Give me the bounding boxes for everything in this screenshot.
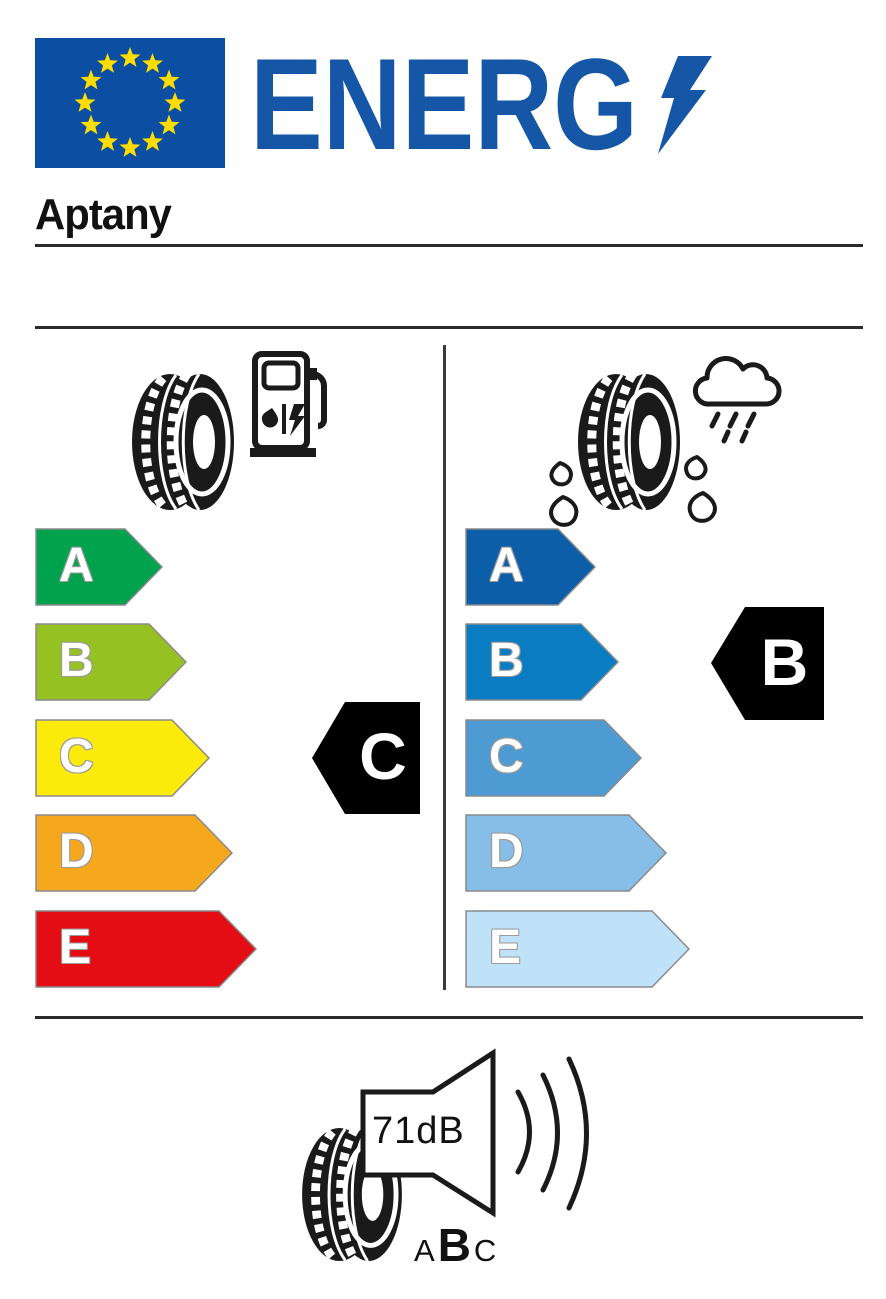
- noise-class-c: C: [473, 1233, 497, 1268]
- rain-cloud-icon: [684, 348, 788, 444]
- wet-grade-c: [465, 719, 642, 797]
- noise-class-a: A: [414, 1233, 435, 1268]
- fuel-grade-b: [35, 623, 187, 701]
- noise-value: 71dB: [372, 1110, 465, 1152]
- column-divider: [443, 345, 446, 990]
- divider-line-middle: [35, 326, 863, 329]
- energ-logo: [250, 52, 720, 157]
- wet-rating-value: B: [760, 624, 809, 699]
- fuel-grade-e-label: E: [59, 921, 92, 975]
- wet-grade-c-label: C: [489, 730, 524, 784]
- wet-grade-e-label: E: [489, 921, 522, 975]
- lightning-bolt-icon: [658, 56, 712, 154]
- brand-name: Aptany: [35, 190, 171, 239]
- wet-grade-d: [465, 814, 667, 892]
- fuel-grade-a-label: A: [59, 539, 94, 593]
- noise-class-b-rated: B: [437, 1219, 471, 1271]
- fuel-grade-e: [35, 910, 257, 988]
- fuel-pump-icon: [248, 350, 330, 462]
- fuel-grade-d: [35, 814, 233, 892]
- fuel-grade-d-label: D: [59, 825, 94, 879]
- noise-class-row: [414, 1218, 496, 1272]
- fuel-grade-b-label: B: [59, 634, 94, 688]
- wet-grade-b-label: B: [489, 634, 524, 688]
- fuel-grade-a: [35, 528, 163, 606]
- wet-grade-b: [465, 623, 619, 701]
- fuel-grade-c: [35, 719, 210, 797]
- energ-logo-text: ENERG: [250, 52, 638, 157]
- wet-grade-a-label: A: [489, 539, 524, 593]
- wet-grade-a: [465, 528, 596, 606]
- eu-flag-icon: [35, 38, 225, 168]
- fuel-rating-value: C: [359, 719, 407, 794]
- wet-grade-d-label: D: [489, 825, 524, 879]
- divider-line-top: [35, 244, 863, 247]
- divider-line-bottom: [35, 1016, 863, 1019]
- fuel-tire-icon: [130, 372, 236, 512]
- wet-grade-e: [465, 910, 690, 988]
- fuel-rating-pointer: [312, 702, 420, 814]
- fuel-grade-c-label: C: [59, 730, 94, 784]
- wet-rating-pointer: [711, 607, 824, 720]
